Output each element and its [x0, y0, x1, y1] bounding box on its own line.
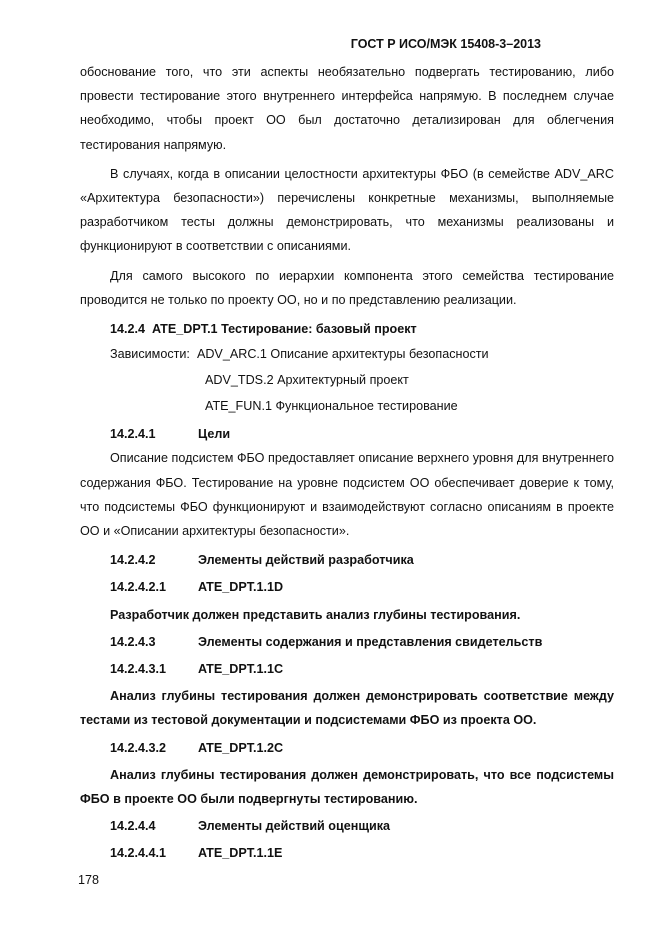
dependency-line-3: [110, 393, 614, 419]
paragraph-2: В случаях, когда в описании целостности архитектуры ФБО (в семействе ADV_ARC «Архитектура безопасности») перечислены конкретные механизмы, выполняемые разработчиком тесты должны демонстрировать, что механизмы реализованы и функционируют в соответствии с описаниями.: [80, 166, 614, 254]
content-element-title: ATE_DPT.1.1C: [198, 662, 284, 677]
developer-elements-number: 14.2.4.2: [110, 553, 156, 568]
developer-element-number: 14.2.4.2.1: [110, 580, 167, 595]
dependency-item: ADV_TDS.2 Архитектурный проект: [205, 373, 409, 388]
evaluator-elements-heading: [80, 814, 614, 838]
objectives-title: Цели: [198, 427, 231, 442]
content-element-heading: [80, 736, 614, 760]
section-title: ATE_DPT.1 Тестирование: базовый проект: [152, 322, 417, 337]
content-element-text: Анализ глубины тестирования должен демонстрировать соответствие между тестами из тестовой документации и подсистемами ФБО из проекта ОО.: [80, 689, 614, 728]
dependencies-label: Зависимости:: [110, 347, 190, 362]
dependency-line-2: [110, 367, 614, 393]
developer-element-text: Разработчик должен представить анализ глубины тестирования.: [110, 607, 521, 622]
paragraph-1: обоснование того, что эти аспекты необязательно подвергать тестированию, либо провести тестирование этого внутреннего интерфейса напрямую. В последнем случае необходимо, чтобы проект ОО был достаточно детализирован для облегчения тестирования напрямую.: [80, 65, 614, 152]
evaluator-element-title: ATE_DPT.1.1E: [198, 846, 283, 861]
content-element-text: Анализ глубины тестирования должен демонстрировать, что все подсистемы ФБО в проекте ОО были подвергнуты тестированию.: [80, 767, 614, 807]
content-element-number: 14.2.4.3.1: [110, 662, 167, 677]
content-element-number: 14.2.4.3.2: [110, 740, 167, 755]
document-header: ГОСТ Р ИСО/МЭК 15408-3–2013: [350, 37, 541, 51]
content-element-title: ATE_DPT.1.2C: [198, 740, 284, 755]
objectives-number: 14.2.4.1: [110, 427, 156, 442]
evaluator-element-number: 14.2.4.4.1: [110, 846, 167, 861]
developer-element-heading: [80, 575, 614, 599]
evaluator-elements-number: 14.2.4.4: [110, 819, 156, 834]
content-elements-title: Элементы содержания и представления свидетельств: [198, 634, 543, 649]
developer-element-title: ATE_DPT.1.1D: [198, 580, 284, 595]
content-elements-number: 14.2.4.3: [110, 634, 156, 649]
objectives-text: Описание подсистем ФБО предоставляет описание верхнего уровня для внутреннего содержания ФБО. Тестирование на уровне подсистем ОО обеспечивает доверие к тому, что подсистемы ФБО функционируют и взаимодействуют согласно описаниям в проекте ОО и «Описании архитектуры безопасности».: [80, 451, 614, 539]
content-elements-heading: [80, 630, 614, 654]
evaluator-element-heading: [80, 841, 614, 865]
content-element-heading: [80, 657, 614, 681]
objectives-heading: [80, 422, 614, 446]
dependencies: [80, 341, 614, 419]
dependency-item: ATE_FUN.1 Функциональное тестирование: [205, 399, 458, 414]
developer-elements-title: Элементы действий разработчика: [198, 553, 414, 568]
dependency-item: ADV_ARC.1 Описание архитектуры безопасности: [196, 347, 489, 362]
section-heading: [80, 317, 614, 341]
developer-elements-heading: [80, 548, 614, 572]
paragraph-3: Для самого высокого по иерархии компонента этого семейства тестирование проводится не только по проекту ОО, но и по представлению реализации.: [80, 268, 614, 307]
dependency-line-1: [110, 341, 614, 367]
evaluator-elements-title: Элементы действий оценщика: [198, 819, 391, 834]
page-number: 178: [78, 873, 100, 887]
page-content: [80, 60, 614, 866]
section-number: 14.2.4: [110, 322, 146, 337]
